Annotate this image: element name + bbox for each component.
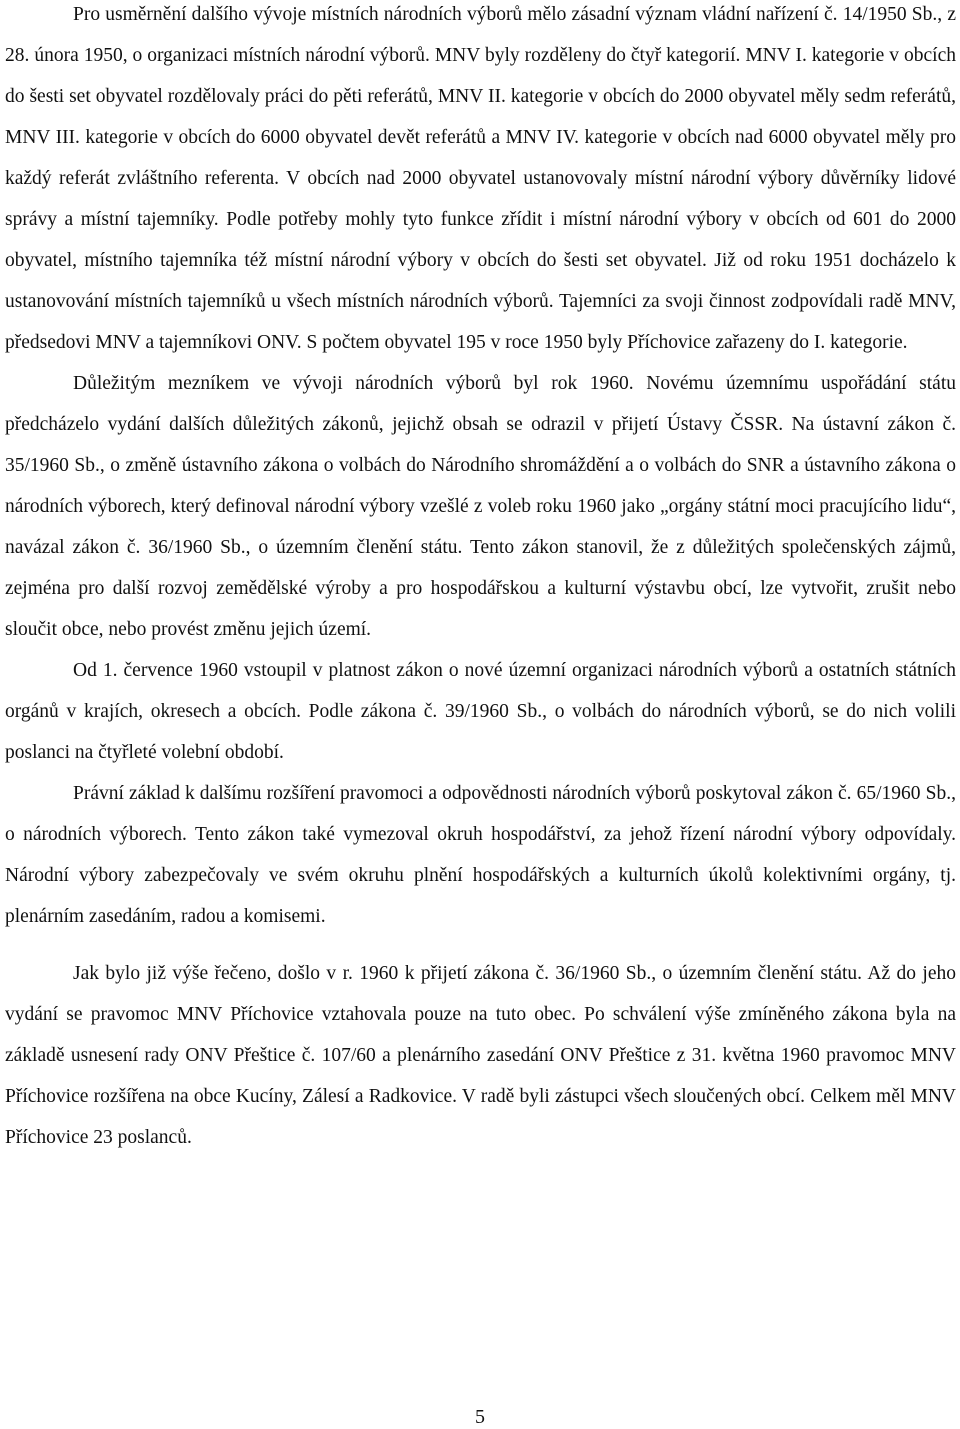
page-number: 5: [475, 1406, 485, 1428]
paragraph-1: Pro usměrnění dalšího vývoje místních národních výborů mělo zásadní význam vládní nařízení č. 14/1950 Sb., z 28. února 1950, o organizaci místních národní výborů. MNV byly rozděleny do čtyř kategorií. MNV I. kategorie v obcích do šesti set obyvatel rozdělovaly práci do pěti referátů, MNV II. kategorie v obcích do 2000 obyvatel měly sedm referátů, MNV III. kategorie v obcích do 6000 obyvatel devět referátů a MNV IV. kategorie v obcích nad 6000 obyvatel měly pro každý referát zvláštního referenta. V obcích nad 2000 obyvatel ustanovovaly místní národní výbory důvěrníky lidové správy a místní tajemníky. Podle potřeby mohly tyto funkce zřídit i místní národní výbory v obcích od 601 do 2000 obyvatel, místního tajemníka též místní národní výbory v obcích do šesti set obyvatel. Již od roku 1951 docházelo k ustanovování místních tajemníků u všech místních národních výborů. Tajemníci za svoji činnost zodpovídali radě MNV, předsedovi MNV a tajemníkovi ONV. S počtem obyvatel 195 v roce 1950 byly Příchovice zařazeny do I. kategorie.: [5, 4, 956, 353]
body-text: [5, 0, 956, 1158]
paragraph-4: Právní základ k dalšímu rozšíření pravomoci a odpovědnosti národních výborů poskytoval zákon č. 65/1960 Sb., o národních výborech. Tento zákon také vymezoval okruh hospodářství, za jehož řízení národní výbory odpovídaly. Národní výbory zabezpečovaly ve svém okruhu plnění hospodářských a kulturních úkolů kolektivními orgány, tj. plenárním zasedáním, radou a komisemi.: [5, 783, 956, 927]
paragraph-5: Jak bylo již výše řečeno, došlo v r. 1960 k přijetí zákona č. 36/1960 Sb., o územním členění státu. Až do jeho vydání se pravomoc MNV Příchovice vztahovala pouze na tuto obec. Po schválení výše zmíněného zákona byla na základě usnesení rady ONV Přeštice č. 107/60 a plenárního zasedání ONV Přeštice z 31. května 1960 pravomoc MNV Příchovice rozšířena na obce Kucíny, Zálesí a Radkovice. V radě byli zástupci všech sloučených obcí. Celkem měl MNV Příchovice 23 poslanců.: [5, 963, 956, 1148]
paragraph-2: Důležitým mezníkem ve vývoji národních výborů byl rok 1960. Novému územnímu uspořádání státu předcházelo vydání dalších důležitých zákonů, jejichž obsah se odrazil v přijetí Ústavy ČSSR. Na ústavní zákon č. 35/1960 Sb., o změně ústavního zákona o volbách do Národního shromáždění a o volbách do SNR a ústavního zákona o národních výborech, který definoval národní výbory vzešlé z voleb roku 1960 jako „orgány státní moci pracujícího lidu“, navázal zákon č. 36/1960 Sb., o územním členění státu. Tento zákon stanovil, že z důležitých společenských zájmů, zejména pro další rozvoj zemědělské výroby a pro hospodářskou a kulturní výstavbu obcí, lze vytvořit, zrušit nebo sloučit obce, nebo provést změnu jejich území.: [5, 373, 956, 640]
paragraph-3: Od 1. července 1960 vstoupil v platnost zákon o nové územní organizaci národních výborů a ostatních státních orgánů v krajích, okresech a obcích. Podle zákona č. 39/1960 Sb., o volbách do národních výborů, se do nich volili poslanci na čtyřleté volební období.: [5, 660, 956, 763]
